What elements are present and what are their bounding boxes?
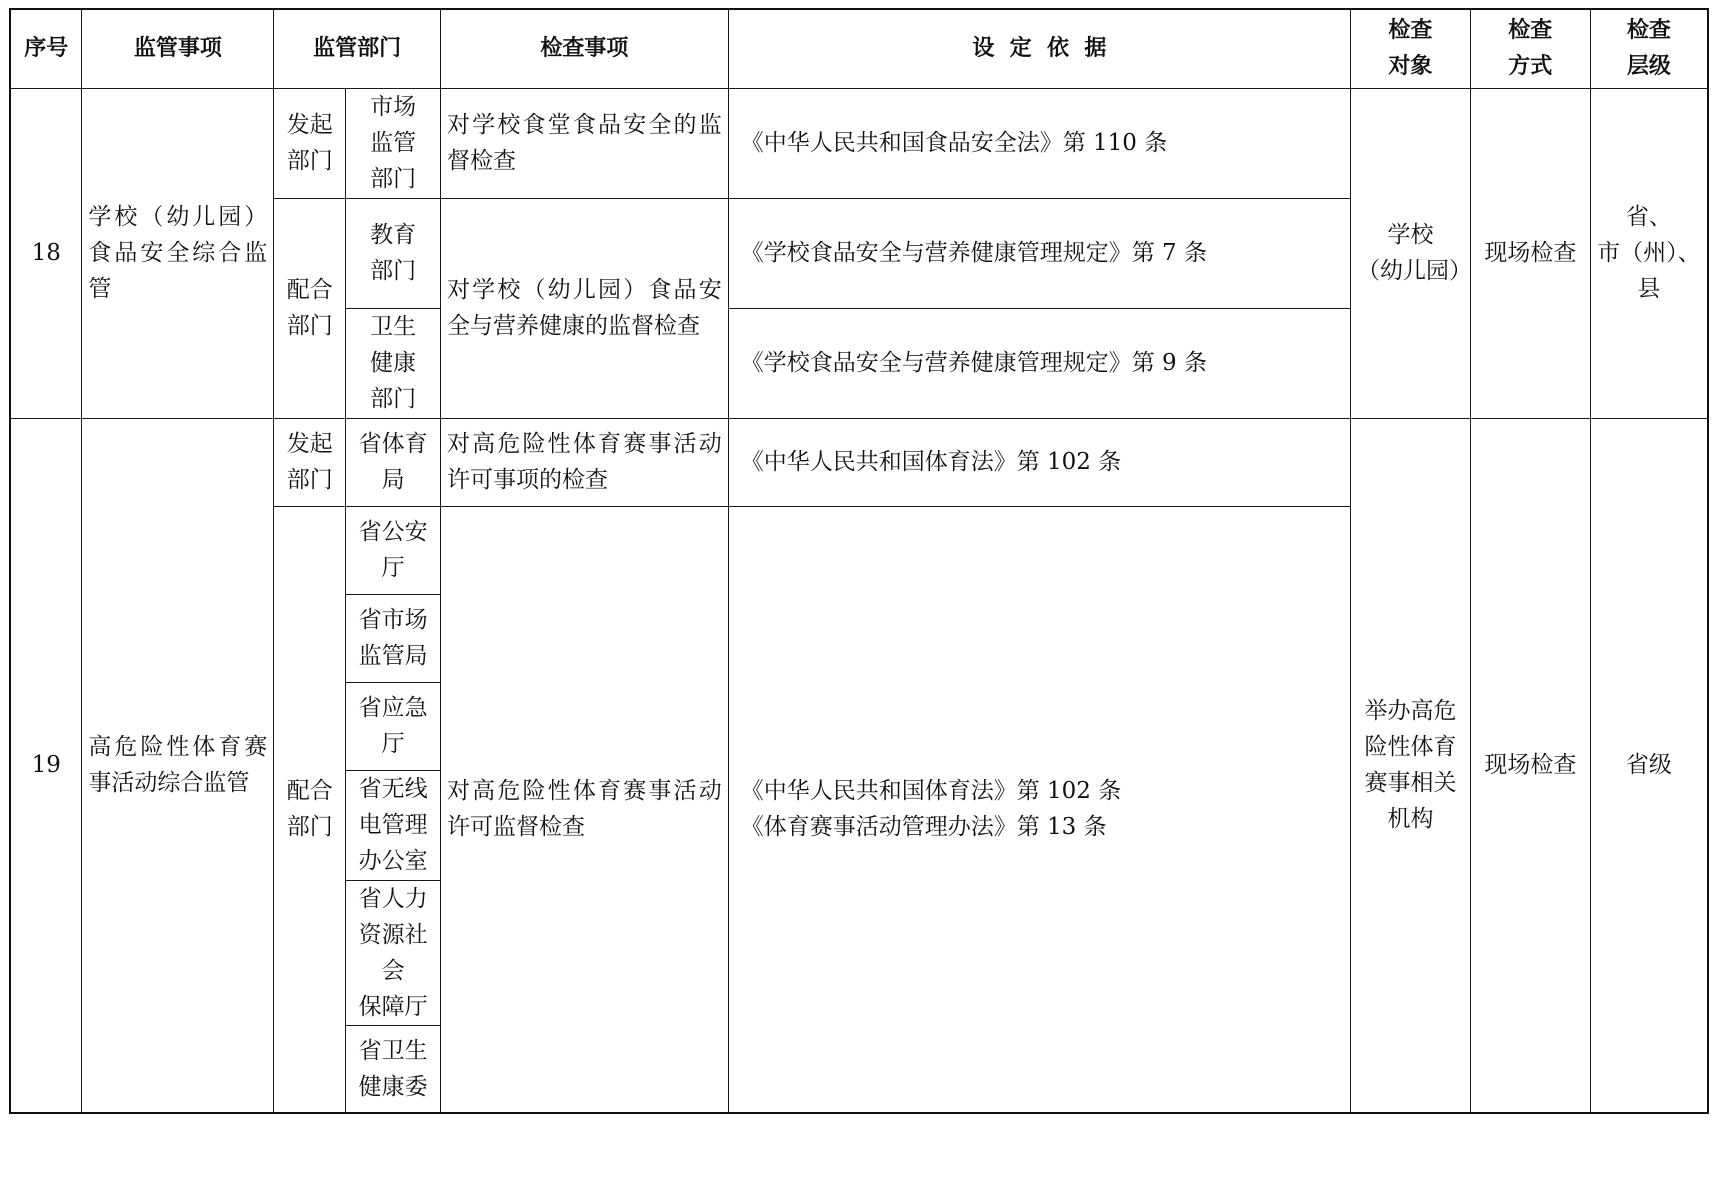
row19-coop-dept-1: 省市场 监管局 bbox=[346, 594, 441, 682]
row19-coop-dept-2: 省应急厅 bbox=[346, 682, 441, 770]
row19-initiator-label: 发起 部门 bbox=[274, 418, 346, 506]
row18-coop-dept-2: 卫生 健康 部门 bbox=[346, 308, 441, 418]
row18-seq: 18 bbox=[10, 88, 82, 418]
row19-method: 现场检查 bbox=[1470, 418, 1590, 1113]
header-row bbox=[10, 9, 1708, 88]
row19-coop-dept-4: 省人力 资源社会 保障厅 bbox=[346, 880, 441, 1025]
row19-seq: 19 bbox=[10, 418, 82, 1113]
row19-initiator-dept: 省体育局 bbox=[346, 418, 441, 506]
row19-coop-dept-3: 省无线 电管理 办公室 bbox=[346, 770, 441, 880]
row18-target: 学校 （幼儿园） bbox=[1351, 88, 1471, 418]
row19-coop-dept-0: 省公安厅 bbox=[346, 506, 441, 594]
row18-item: 学校（幼儿园）食品安全综合监管 bbox=[82, 88, 274, 418]
row19-coop-basis: 《中华人民共和国体育法》第 102 条 《体育赛事活动管理办法》第 13 条 bbox=[728, 506, 1350, 1113]
row18-initiator-basis: 《中华人民共和国食品安全法》第 110 条 bbox=[728, 88, 1350, 198]
row19-coop-check: 对高危险性体育赛事活动许可监督检查 bbox=[440, 506, 728, 1113]
header-basis: 设 定 依 据 bbox=[728, 9, 1350, 88]
header-method: 检查 方式 bbox=[1470, 9, 1590, 88]
header-level: 检查 层级 bbox=[1590, 9, 1708, 88]
row18-initiator-check: 对学校食堂食品安全的监督检查 bbox=[440, 88, 728, 198]
header-target: 检查 对象 bbox=[1351, 9, 1471, 88]
row18-coop-dept-1: 教育 部门 bbox=[346, 198, 441, 308]
row19-target: 举办高危 险性体育 赛事相关 机构 bbox=[1351, 418, 1471, 1113]
row19-coop-dept-5: 省卫生 健康委 bbox=[346, 1025, 441, 1113]
row19-initiator-check: 对高危险性体育赛事活动许可事项的检查 bbox=[440, 418, 728, 506]
supervision-table bbox=[9, 8, 1709, 1114]
header-seq: 序号 bbox=[10, 9, 82, 88]
row18-initiator-dept: 市场 监管 部门 bbox=[346, 88, 441, 198]
header-dept: 监管部门 bbox=[274, 9, 441, 88]
header-check: 检查事项 bbox=[440, 9, 728, 88]
row19-initiator-basis: 《中华人民共和国体育法》第 102 条 bbox=[728, 418, 1350, 506]
row18-method: 现场检查 bbox=[1470, 88, 1590, 418]
table-row bbox=[10, 418, 1708, 506]
row18-initiator-label: 发起 部门 bbox=[274, 88, 346, 198]
header-item: 监管事项 bbox=[82, 9, 274, 88]
table-row bbox=[10, 88, 1708, 198]
row18-cooperate-label: 配合 部门 bbox=[274, 198, 346, 418]
row18-coop-basis-2: 《学校食品安全与营养健康管理规定》第 9 条 bbox=[728, 308, 1350, 418]
row19-item: 高危险性体育赛事活动综合监管 bbox=[82, 418, 274, 1113]
row19-cooperate-label: 配合 部门 bbox=[274, 506, 346, 1113]
row18-coop-basis-1: 《学校食品安全与营养健康管理规定》第 7 条 bbox=[728, 198, 1350, 308]
row18-coop-check: 对学校（幼儿园）食品安全与营养健康的监督检查 bbox=[440, 198, 728, 418]
row19-level: 省级 bbox=[1590, 418, 1708, 1113]
row18-level: 省、 市（州）、 县 bbox=[1590, 88, 1708, 418]
